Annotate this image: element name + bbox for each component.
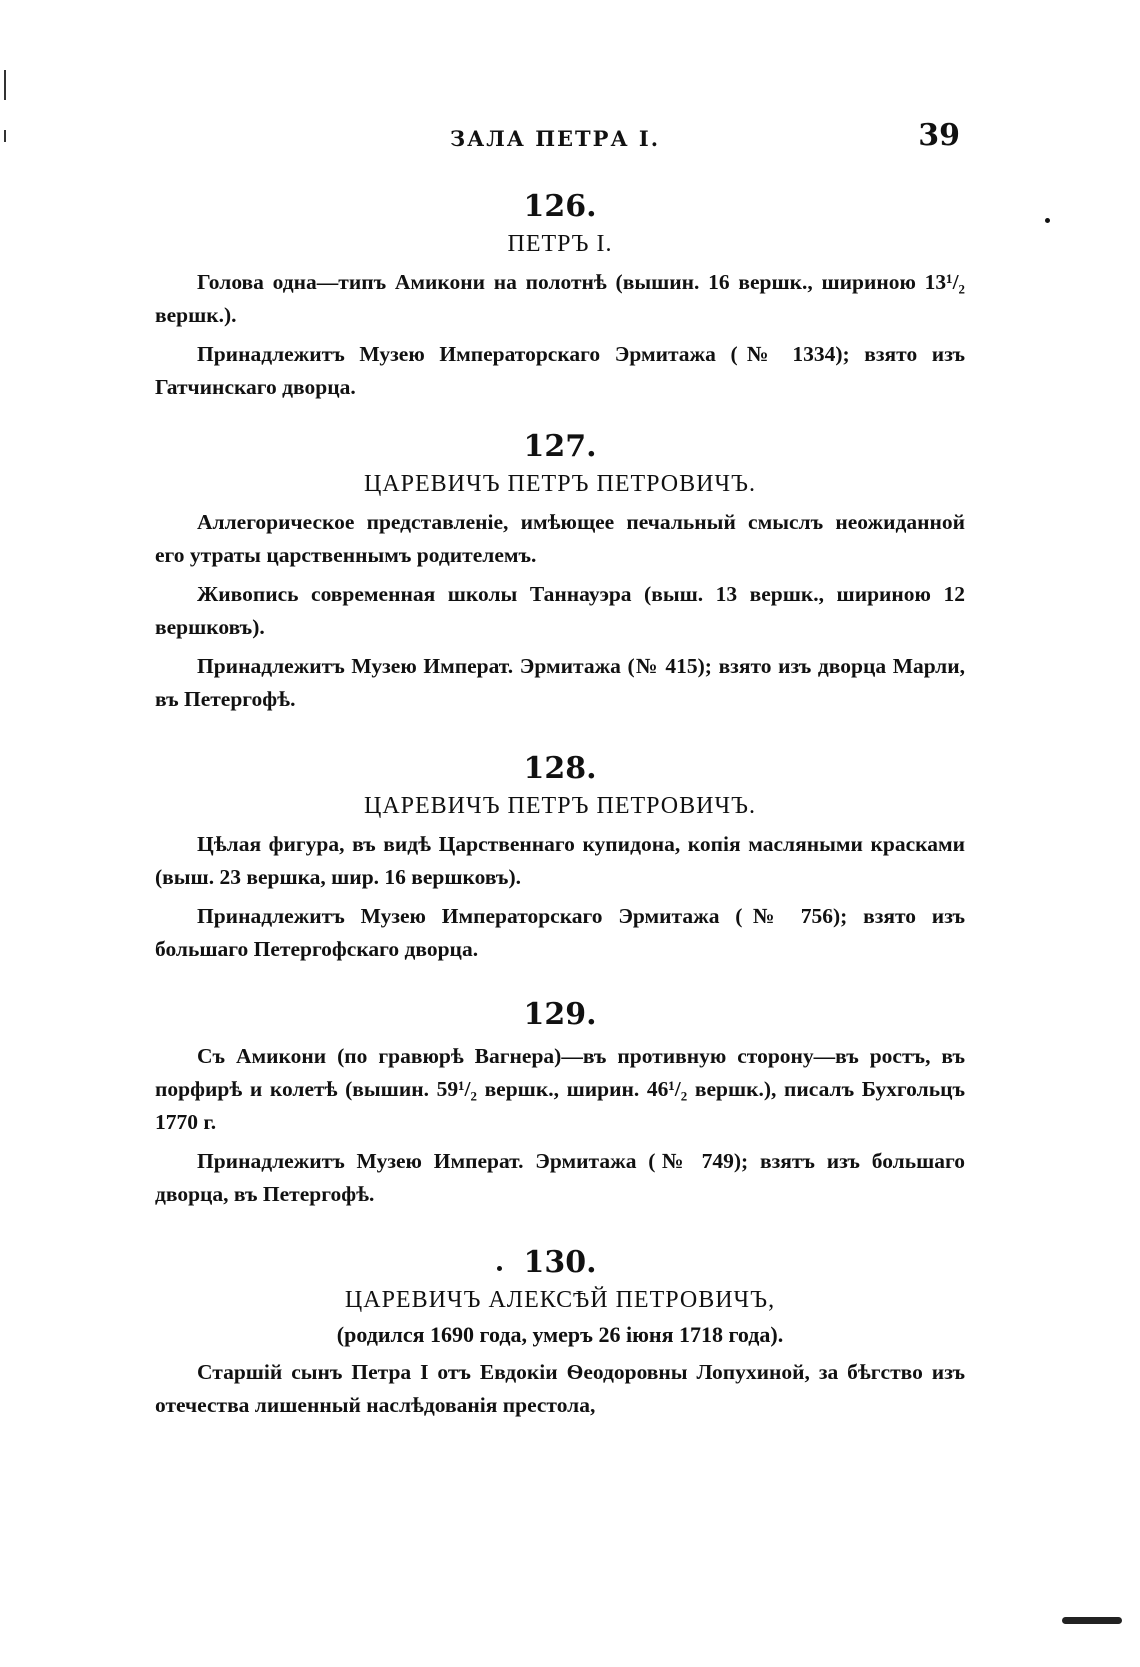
entry-number: 127. — [523, 429, 597, 464]
ink-smudge — [1062, 1617, 1122, 1624]
scan-edge-mark — [4, 70, 6, 100]
catalog-entry-126 — [155, 188, 965, 404]
entry-paragraph: Живопись современная школы Таннауэра (выш. 13 вершк., шириною 12 вершковъ). — [155, 582, 965, 639]
entry-paragraph: Цѣлая фигура, въ видѣ Царственнаго купидона, копія масляными красками (выш. 23 вершка, шир. 16 вершковъ). — [155, 832, 965, 889]
entry-paragraph: Старшій сынъ Петра I отъ Евдокіи Ѳеодоровны Лопухиной, за бѣгство изъ отечества лишенный наслѣдованія престола, — [155, 1360, 965, 1417]
entry-number: 129. — [523, 997, 597, 1032]
running-title: ЗАЛА ПЕТРА I. — [449, 126, 661, 151]
catalog-entry-127 — [155, 428, 965, 716]
entry-title: ПЕТРЪ I. — [507, 231, 613, 257]
entry-subtitle: (родился 1690 года, умеръ 26 іюня 1718 года). — [336, 1322, 784, 1347]
entry-paragraph: Принадлежитъ Музею Императорскаго Эрмитажа (№ 756); взято изъ большаго Петергофскаго дворца. — [155, 904, 965, 961]
page-number: 39 — [918, 118, 960, 153]
catalog-entry-128 — [155, 750, 965, 966]
ink-speck — [497, 1266, 502, 1271]
entry-paragraph: Принадлежитъ Музею Императорскаго Эрмитажа (№ 1334); взято изъ Гатчинскаго дворца. — [155, 342, 965, 399]
entry-paragraph: Принадлежитъ Музею Императ. Эрмитажа (№ 749); взятъ изъ большаго дворца, въ Петергофѣ. — [155, 1149, 965, 1206]
ink-speck — [1045, 218, 1050, 223]
page-header — [150, 118, 960, 158]
catalog-entry-130 — [155, 1244, 965, 1422]
entry-title: ЦАРЕВИЧЪ ПЕТРЪ ПЕТРОВИЧЪ. — [363, 793, 756, 819]
entry-title: ЦАРЕВИЧЪ АЛЕКСѢЙ ПЕТРОВИЧЪ, — [344, 1287, 776, 1313]
entry-number: 128. — [523, 751, 597, 786]
entry-title: ЦАРЕВИЧЪ ПЕТРЪ ПЕТРОВИЧЪ. — [363, 471, 756, 497]
scan-edge-mark — [4, 130, 6, 142]
entry-number: 126. — [523, 189, 597, 224]
catalog-entry-129 — [155, 996, 965, 1211]
entry-paragraph: Голова одна—типъ Амикони на полотнѣ (вышин. 16 вершк., шириною 13¹/₂ вершк.). — [155, 270, 965, 327]
entry-paragraph: Съ Амикони (по гравюрѣ Вагнера)—въ противную сторону—въ ростъ, въ порфирѣ и колетѣ (вышин. 59¹/₂ вершк., ширин. 46¹/₂ вершк.), писалъ Бухгольцъ 1770 г. — [155, 1044, 965, 1134]
entry-paragraph: Принадлежитъ Музею Императ. Эрмитажа (№ 415); взято изъ дворца Марли, въ Петергофѣ. — [155, 654, 965, 711]
entry-number: 130. — [523, 1245, 597, 1280]
entry-paragraph: Аллегорическое представленіе, имѣющее печальный смыслъ неожиданной его утраты царственнымъ родителемъ. — [155, 510, 965, 567]
